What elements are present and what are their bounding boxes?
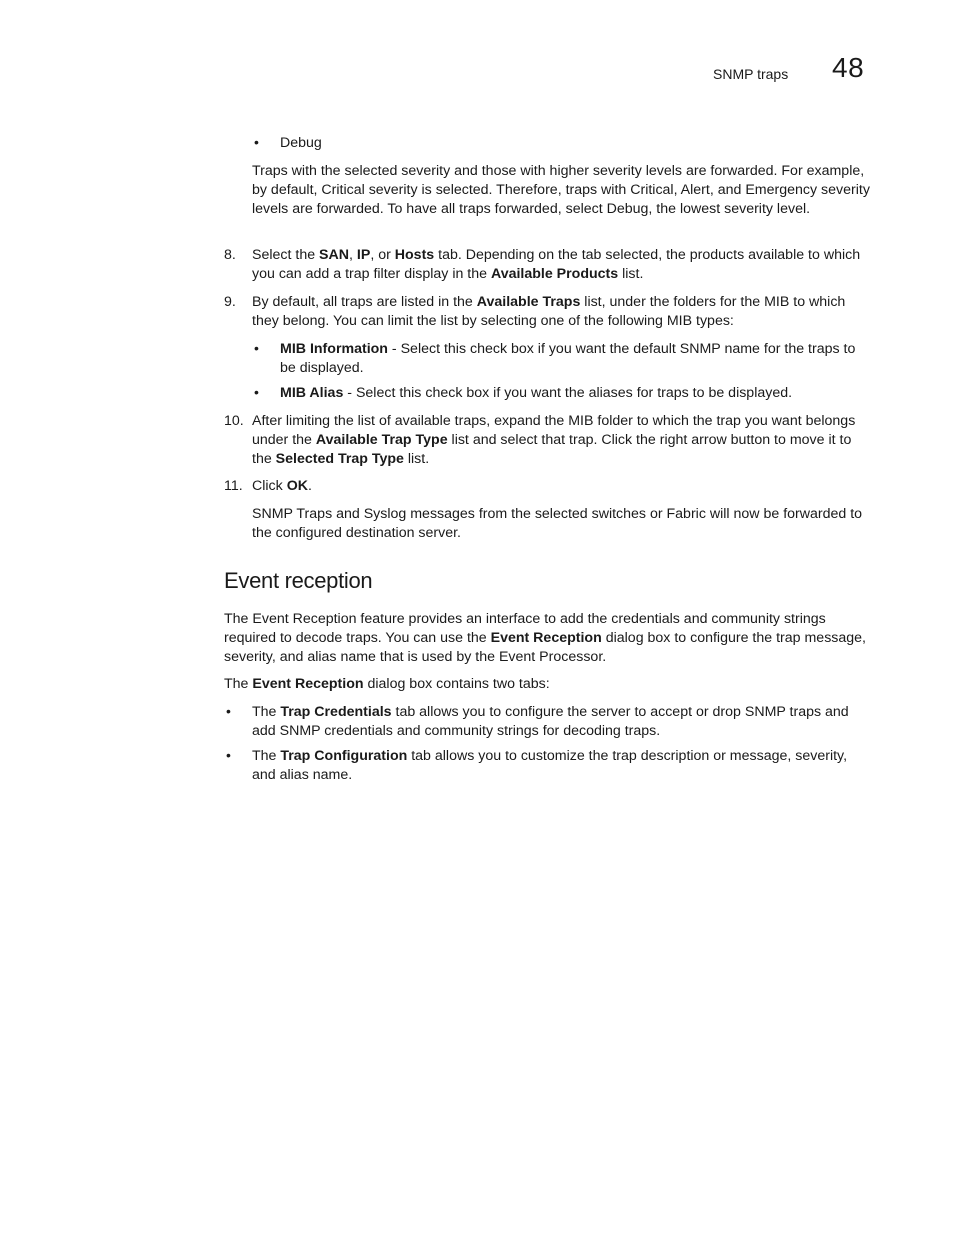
step-number: 9. <box>224 294 236 310</box>
event-reception-tabs-intro: The Event Reception dialog box contains two tabs: <box>224 676 550 692</box>
bullet-dot: • <box>226 703 231 719</box>
ok-button-label: OK <box>286 478 308 494</box>
mib-alias-label: MIB Alias <box>280 385 344 401</box>
san-tab-label: SAN <box>319 247 350 263</box>
event-reception-paragraph: The Event Reception feature provides an interface to add the credentials and community strings required to decode traps. You can use the Event Reception dialog box to configure the trap message, severity, and alias name that is used by the Event Processor. <box>224 611 866 665</box>
step-10-text: After limiting the list of available traps, expand the MIB folder to which the trap you want belongs under the Available Trap Type list and select that trap. Click the right arrow button to move it to the Selected Trap Type list. <box>252 413 856 467</box>
available-traps-label: Available Traps <box>476 294 581 310</box>
chapter-number: 48 <box>832 52 865 83</box>
snmp-forward-paragraph: SNMP Traps and Syslog messages from the selected switches or Fabric will now be forwarded to the configured destination server. <box>252 506 863 541</box>
step-number: 11. <box>224 478 243 494</box>
mib-information-label: MIB Information <box>280 341 388 357</box>
selected-trap-type-label: Selected Trap Type <box>275 450 404 467</box>
bullet-dot: • <box>254 340 259 356</box>
bullet-dot: • <box>254 134 259 150</box>
debug-list-item: Debug <box>280 135 322 151</box>
available-trap-type-label: Available Trap Type <box>315 431 448 448</box>
ip-tab-label: IP <box>356 247 371 263</box>
event-reception-label: Event Reception <box>490 629 602 646</box>
mib-alias-item: MIB Alias - Select this check box if you want the aliases for traps to be displayed. <box>280 385 793 401</box>
bullet-dot: • <box>226 747 231 763</box>
mib-information-item: MIB Information - Select this check box if you want the default SNMP name for the traps to be displayed. <box>280 341 856 376</box>
trap-credentials-label: Trap Credentials <box>280 704 392 720</box>
trap-configuration-item: The Trap Configuration tab allows you to customize the trap description or message, severity, and alias name. <box>252 748 848 783</box>
step-9-text: By default, all traps are listed in the Available Traps list, under the folders for the MIB to which they belong. You can limit the list by selecting one of the following MIB types: <box>252 294 846 329</box>
hosts-tab-label: Hosts <box>394 247 435 263</box>
step-8-text: Select the SAN, IP, or Hosts tab. Depending on the tab selected, the products available to which you can add a trap filter display in the Available Products list. <box>252 247 861 282</box>
section-heading: Event reception <box>224 568 373 593</box>
step-number: 10. <box>224 413 244 429</box>
severity-paragraph: Traps with the selected severity and those with higher severity levels are forwarded. For example, by default, Critical severity is selected. Therefore, traps with Critical, Alert, and Emergency severity levels are forwarded. To have all traps forwarded, select Debug, the lowest severity level. <box>252 163 870 217</box>
running-header-section: SNMP traps <box>713 66 789 82</box>
trap-configuration-label: Trap Configuration <box>280 748 408 764</box>
available-products-label: Available Products <box>490 265 619 282</box>
trap-credentials-item: The Trap Credentials tab allows you to configure the server to accept or drop SNMP traps and add SNMP credentials and community strings for decoding traps. <box>252 704 849 739</box>
bullet-dot: • <box>254 384 259 400</box>
step-number: 8. <box>224 247 236 263</box>
event-reception-label: Event Reception <box>252 676 364 692</box>
step-11-text: Click OK. <box>252 478 312 494</box>
